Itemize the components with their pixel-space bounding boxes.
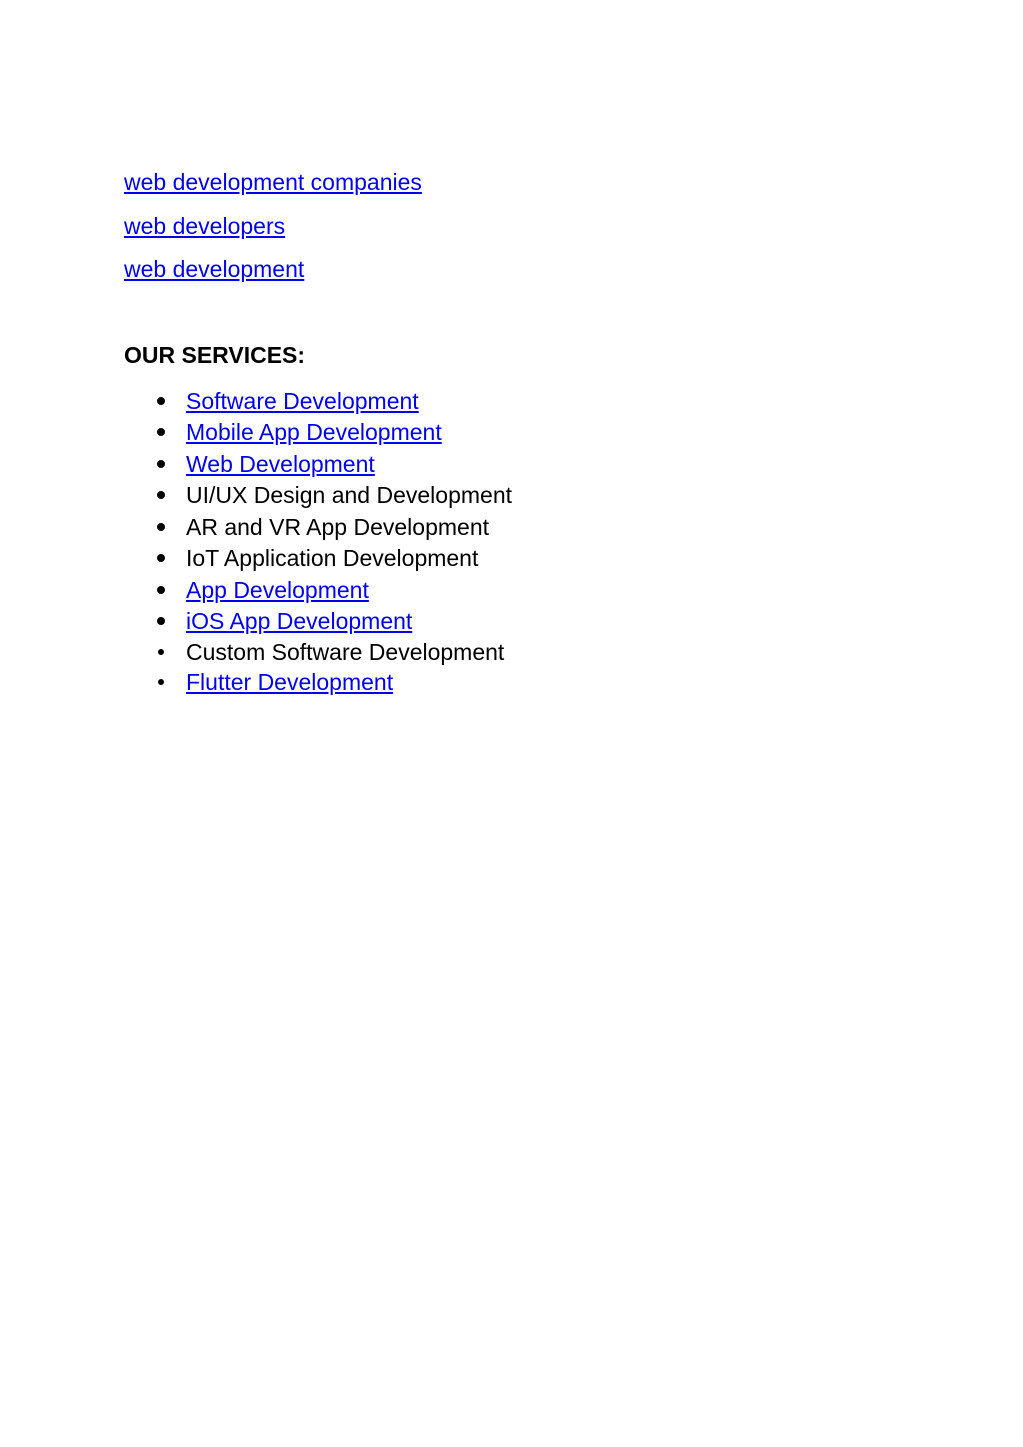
service-text-custom-software: Custom Software Development: [186, 639, 505, 665]
service-link-ios-app-development[interactable]: iOS App Development: [186, 608, 413, 634]
bullet-icon: [157, 428, 165, 436]
list-item: [0, 545, 700, 573]
bullet-icon: [157, 397, 165, 405]
list-item: [0, 639, 700, 667]
list-item: [0, 388, 700, 416]
services-heading: OUR SERVICES:: [124, 342, 306, 368]
service-text-ui-ux-design: UI/UX Design and Development: [186, 482, 512, 508]
bullet-icon: [157, 523, 165, 531]
link-web-developers[interactable]: web developers: [124, 213, 286, 239]
list-item: [0, 577, 700, 605]
bullet-icon: [157, 460, 165, 468]
link-web-development[interactable]: web development: [124, 256, 305, 282]
bullet-icon: [158, 649, 164, 655]
service-text-ar-vr: AR and VR App Development: [186, 514, 490, 540]
service-text-iot: IoT Application Development: [186, 545, 479, 571]
list-item: [0, 514, 700, 542]
service-link-mobile-app-development[interactable]: Mobile App Development: [186, 419, 442, 445]
service-link-web-development[interactable]: Web Development: [186, 451, 375, 477]
bullet-icon: [157, 554, 165, 562]
list-item: [0, 451, 700, 479]
bullet-icon: [157, 586, 165, 594]
bullet-icon: [158, 679, 164, 685]
service-link-flutter-development[interactable]: Flutter Development: [186, 669, 394, 695]
link-web-development-companies[interactable]: web development companies: [124, 169, 422, 195]
list-item: [0, 669, 700, 697]
bullet-icon: [157, 617, 165, 625]
list-item: [0, 608, 700, 636]
list-item: [0, 419, 700, 447]
service-link-app-development[interactable]: App Development: [186, 577, 369, 603]
bullet-icon: [157, 491, 165, 499]
list-item: [0, 482, 700, 510]
service-link-software-development[interactable]: Software Development: [186, 388, 419, 414]
